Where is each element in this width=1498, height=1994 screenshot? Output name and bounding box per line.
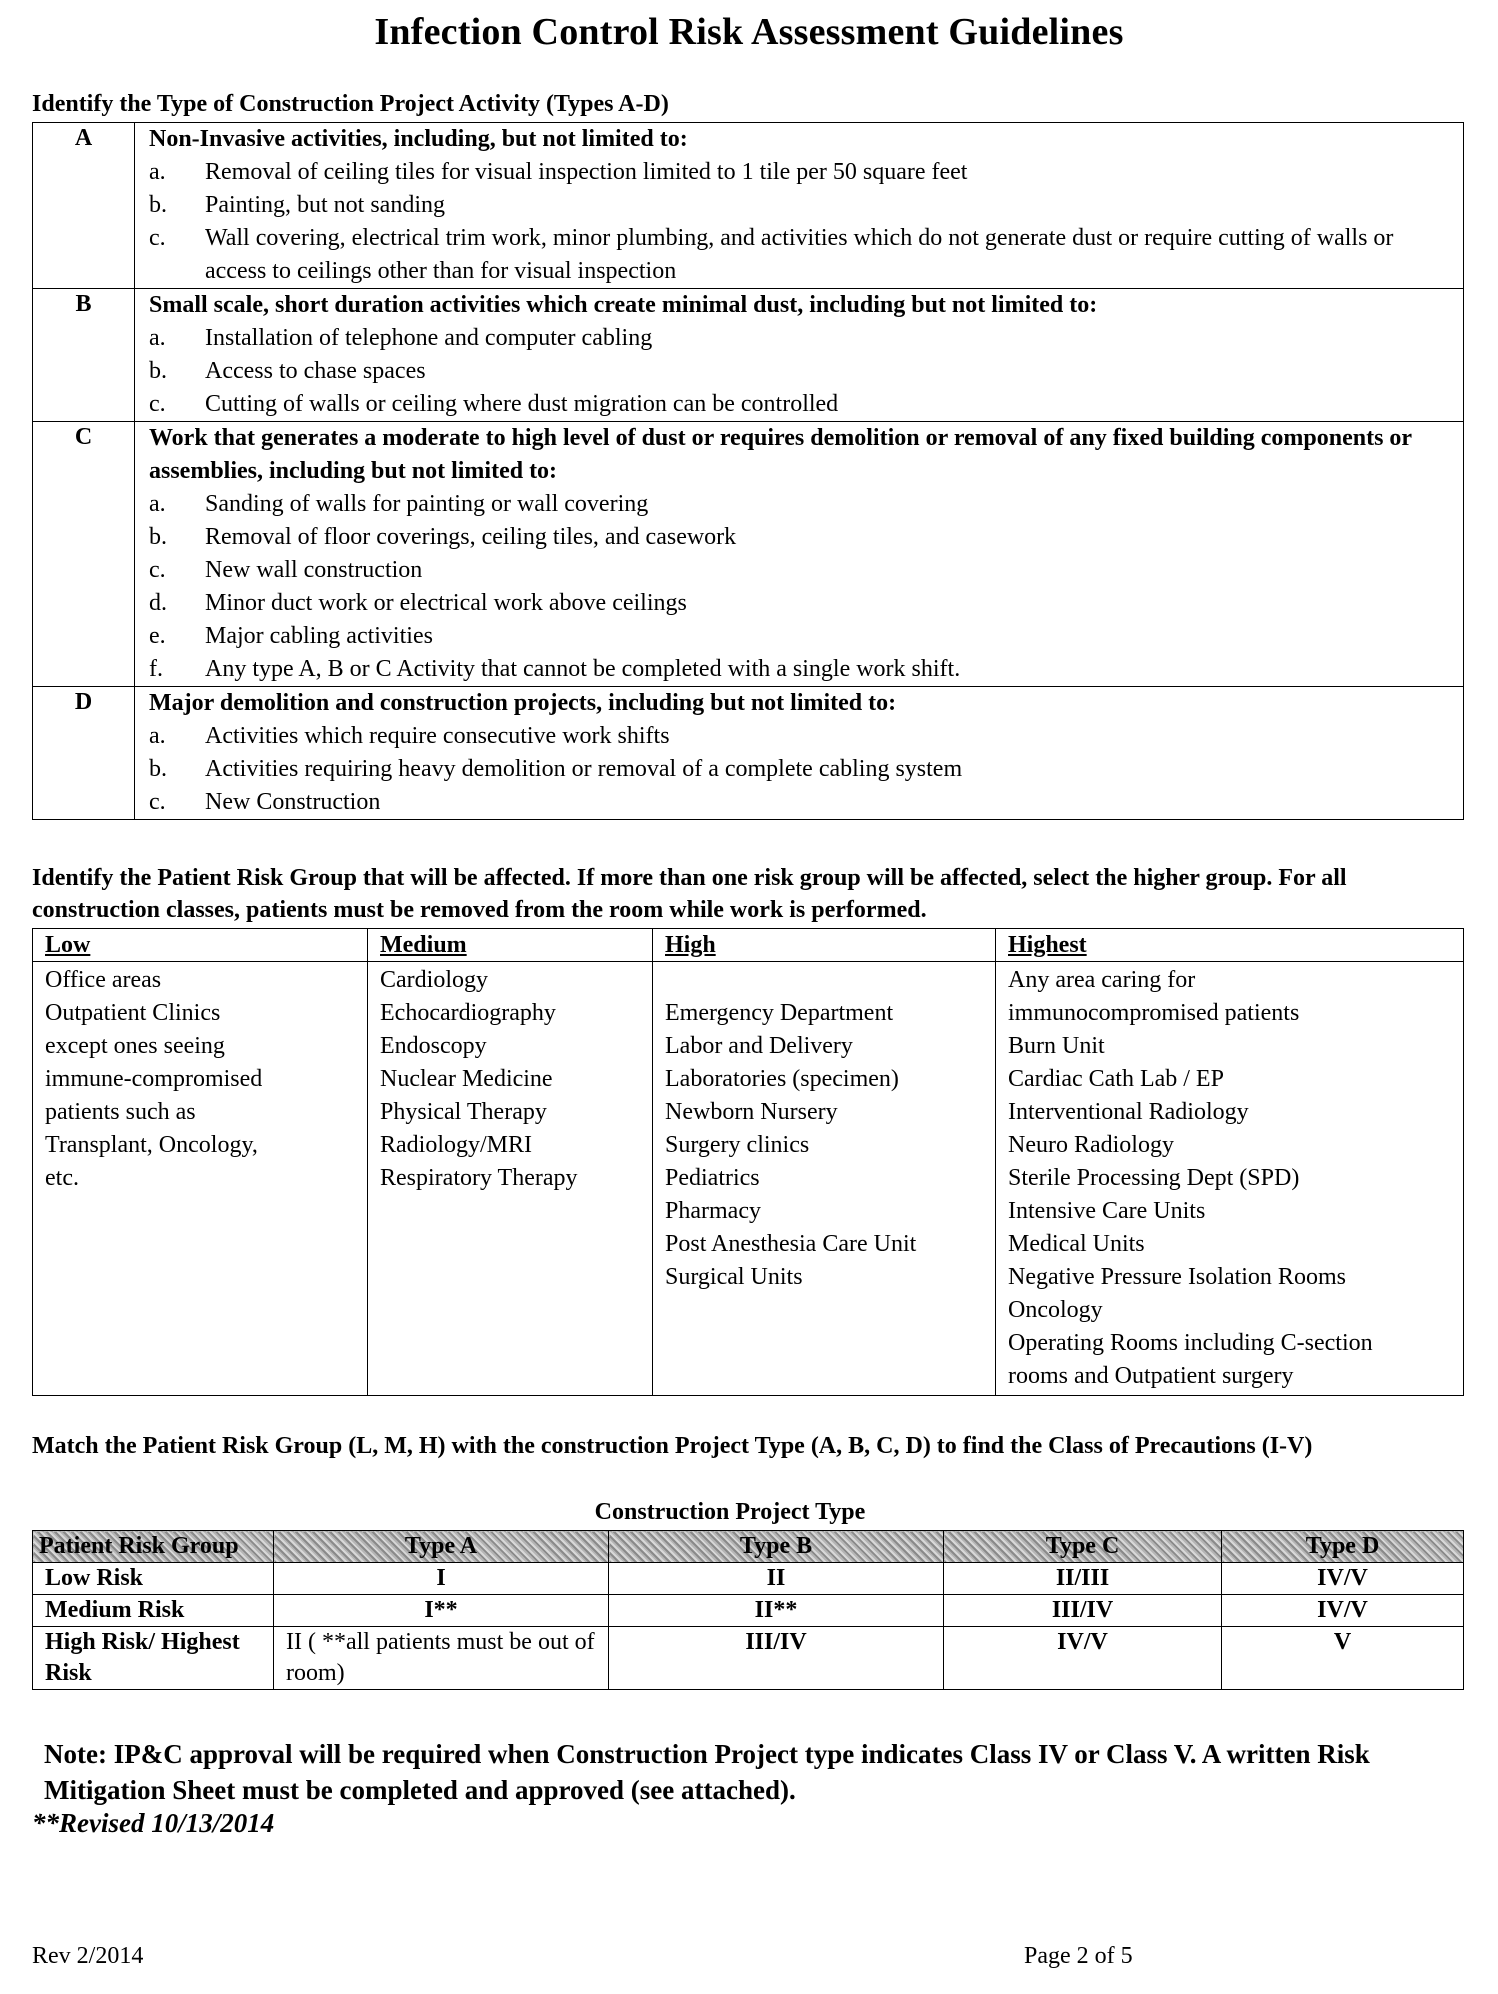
activity-type-letter: A (33, 123, 135, 289)
activity-item-marker: a. (149, 491, 166, 517)
activity-item-text: Major cabling activities (205, 623, 433, 649)
activity-item-text: Removal of floor coverings, ceiling tiles, and casework (205, 524, 737, 550)
matrix-cell: II ( **all patients must be out of room) (274, 1627, 609, 1690)
risk-area-item: Newborn Nursery (665, 1099, 838, 1125)
activity-type-description (135, 422, 1464, 687)
activity-item (149, 189, 1453, 222)
risk-area-item: patients such as (45, 1099, 196, 1125)
precautions-matrix (32, 1530, 1464, 1690)
activity-item (149, 587, 1453, 620)
activity-item-text: Installation of telephone and computer cabling (205, 325, 653, 351)
activity-item-text: New wall construction (205, 557, 423, 583)
activity-type-row (33, 123, 1464, 289)
activity-item-marker: a. (149, 325, 166, 351)
activity-item-text: Activities requiring heavy demolition or removal of a complete cabling system (205, 756, 963, 782)
risk-area-item: Surgery clinics (665, 1132, 810, 1158)
risk-area-item: Echocardiography (380, 1000, 556, 1026)
activity-type-row (33, 422, 1464, 687)
footer-page-number: Page 2 of 5 (1024, 1943, 1133, 1969)
risk-area-item: Emergency Department (665, 1000, 894, 1026)
risk-area-item: Pediatrics (665, 1165, 760, 1191)
risk-header-medium: Medium (368, 929, 653, 962)
activity-type-description (135, 289, 1464, 422)
risk-area-item: Burn Unit (1008, 1033, 1105, 1059)
activity-types-table (32, 122, 1464, 820)
risk-area-item: rooms and Outpatient surgery (1008, 1363, 1294, 1389)
activity-item-marker: f. (149, 656, 163, 682)
page-title: Infection Control Risk Assessment Guidelines (374, 11, 1124, 53)
risk-area-item: Labor and Delivery (665, 1033, 853, 1059)
risk-area-item: Any area caring for (1008, 967, 1196, 993)
risk-area-item: Laboratories (specimen) (665, 1066, 899, 1092)
match-section-title: Match the Patient Risk Group (L, M, H) with the construction Project Type (A, B, C, D) to find the Class of Precautions (I-V) (32, 1433, 1313, 1459)
matrix-header-type-d: Type D (1222, 1531, 1464, 1563)
activity-item (149, 521, 1453, 554)
activity-item (149, 156, 1453, 189)
risk-area-item: immunocompromised patients (1008, 1000, 1300, 1026)
approval-note: Note: IP&C approval will be required when Construction Project type indicates Class IV or Class V. A written Risk Mitigation Sheet must be completed and approved (see attached). (44, 1739, 1370, 1805)
matrix-row-label: Low Risk (33, 1563, 274, 1595)
matrix-caption: Construction Project Type (594, 1499, 866, 1525)
activity-item-marker: c. (149, 789, 166, 815)
activity-type-heading: Major demolition and construction projects, including but not limited to: (149, 690, 897, 716)
activity-type-letter: D (33, 687, 135, 820)
activity-type-heading: Non-Invasive activities, including, but not limited to: (149, 126, 688, 152)
activity-type-letter: C (33, 422, 135, 687)
risk-cell-low (33, 962, 368, 1396)
risk-area-item (665, 964, 983, 997)
activity-item-marker: b. (149, 524, 167, 550)
risk-area-item: etc. (45, 1165, 79, 1191)
risk-area-item: Pharmacy (665, 1198, 761, 1224)
activity-item (149, 653, 1453, 686)
activity-item-marker: c. (149, 391, 166, 417)
activity-item-text: Painting, but not sanding (205, 192, 445, 218)
activity-item-marker: a. (149, 723, 166, 749)
activity-item (149, 322, 1453, 355)
matrix-cell: IV/V (1222, 1595, 1464, 1627)
activity-type-heading: Small scale, short duration activities which create minimal dust, including but not limited to: (149, 292, 1098, 318)
matrix-cell: I** (274, 1595, 609, 1627)
matrix-cell: II** (609, 1595, 944, 1627)
activity-item (149, 355, 1453, 388)
footer-revision: Rev 2/2014 (32, 1943, 144, 1969)
matrix-cell: III/IV (609, 1627, 944, 1690)
matrix-header-type-b: Type B (609, 1531, 944, 1563)
activity-item (149, 786, 1453, 819)
risk-area-item: Operating Rooms including C-section (1008, 1330, 1373, 1356)
patient-risk-table (32, 928, 1464, 1396)
activity-item (149, 554, 1453, 587)
activity-type-description (135, 687, 1464, 820)
risk-area-item: Interventional Radiology (1008, 1099, 1249, 1125)
matrix-row-low (33, 1563, 1464, 1595)
activity-item-text: Cutting of walls or ceiling where dust migration can be controlled (205, 391, 839, 417)
activity-item-marker: c. (149, 225, 166, 251)
activity-item (149, 620, 1453, 653)
activity-type-row (33, 289, 1464, 422)
matrix-header-type-a: Type A (274, 1531, 609, 1563)
revised-date: **Revised 10/13/2014 (32, 1808, 275, 1838)
matrix-row-label: Medium Risk (33, 1595, 274, 1627)
risk-area-item: Negative Pressure Isolation Rooms (1008, 1264, 1346, 1290)
activity-item (149, 488, 1453, 521)
activity-item (149, 388, 1453, 421)
risk-cell-high (653, 962, 996, 1396)
risk-area-item: Cardiac Cath Lab / EP (1008, 1066, 1224, 1092)
activity-type-row (33, 687, 1464, 820)
risk-cell-highest (996, 962, 1464, 1396)
matrix-cell: V (1222, 1627, 1464, 1690)
activity-type-letter: B (33, 289, 135, 422)
activity-item-marker: a. (149, 159, 166, 185)
risk-area-item: Nuclear Medicine (380, 1066, 553, 1092)
activity-item-text: Any type A, B or C Activity that cannot be completed with a single work shift. (205, 656, 961, 682)
risk-area-item: Office areas (45, 967, 162, 993)
risk-header-low: Low (33, 929, 368, 962)
matrix-header-type-c: Type C (944, 1531, 1222, 1563)
activity-item-marker: e. (149, 623, 166, 649)
risk-area-item: immune-compromised (45, 1066, 263, 1092)
risk-header-high: High (653, 929, 996, 962)
matrix-cell: IV/V (944, 1627, 1222, 1690)
risk-area-item: Respiratory Therapy (380, 1165, 578, 1191)
risk-area-item: Outpatient Clinics (45, 1000, 221, 1026)
matrix-cell: III/IV (944, 1595, 1222, 1627)
activity-item-text: Minor duct work or electrical work above ceilings (205, 590, 687, 616)
activity-item (149, 720, 1453, 753)
activity-item-marker: d. (149, 590, 167, 616)
risk-area-item: Post Anesthesia Care Unit (665, 1231, 917, 1257)
risk-area-item: Physical Therapy (380, 1099, 547, 1125)
activity-item-text: Activities which require consecutive work shifts (205, 723, 670, 749)
activity-item-marker: b. (149, 192, 167, 218)
risk-area-item: Transplant, Oncology, (45, 1132, 258, 1158)
risk-cell-medium (368, 962, 653, 1396)
risk-area-item: Intensive Care Units (1008, 1198, 1206, 1224)
matrix-row-label: High Risk/ Highest Risk (33, 1627, 274, 1690)
activity-item (149, 753, 1453, 786)
activity-item-text: Removal of ceiling tiles for visual inspection limited to 1 tile per 50 square feet (205, 159, 968, 185)
activity-item-marker: c. (149, 557, 166, 583)
matrix-cell: II/III (944, 1563, 1222, 1595)
matrix-row-high (33, 1627, 1464, 1690)
risk-area-item: Endoscopy (380, 1033, 487, 1059)
risk-section-title: Identify the Patient Risk Group that will be affected. If more than one risk group will be affected, select the higher group. For all construction classes, patients must be removed from the room while work is performed. (32, 865, 1347, 923)
risk-area-item: Surgical Units (665, 1264, 803, 1290)
matrix-row-medium (33, 1595, 1464, 1627)
risk-area-item: Oncology (1008, 1297, 1103, 1323)
activity-type-description (135, 123, 1464, 289)
risk-area-item: Neuro Radiology (1008, 1132, 1174, 1158)
risk-area-item: Radiology/MRI (380, 1132, 533, 1158)
risk-area-item: except ones seeing (45, 1033, 225, 1059)
activity-item-text: Sanding of walls for painting or wall covering (205, 491, 649, 517)
activity-item-text: New Construction (205, 789, 381, 815)
activity-item-text: Wall covering, electrical trim work, minor plumbing, and activities which do not generate dust or require cutting of walls or access to ceilings other than for visual inspection (205, 225, 1394, 284)
activity-item-marker: b. (149, 358, 167, 384)
matrix-header-risk-group: Patient Risk Group (33, 1531, 274, 1563)
risk-area-item: Sterile Processing Dept (SPD) (1008, 1165, 1300, 1191)
activity-item-marker: b. (149, 756, 167, 782)
matrix-cell: II (609, 1563, 944, 1595)
activity-item (149, 222, 1453, 288)
matrix-cell: IV/V (1222, 1563, 1464, 1595)
risk-area-item: Medical Units (1008, 1231, 1145, 1257)
activity-type-heading: Work that generates a moderate to high level of dust or requires demolition or removal of any fixed building components or assemblies, including but not limited to: (149, 425, 1412, 484)
risk-area-item: Cardiology (380, 967, 488, 993)
activity-item-text: Access to chase spaces (205, 358, 426, 384)
matrix-cell: I (274, 1563, 609, 1595)
types-section-title: Identify the Type of Construction Project Activity (Types A-D) (32, 91, 669, 117)
risk-header-highest: Highest (996, 929, 1464, 962)
